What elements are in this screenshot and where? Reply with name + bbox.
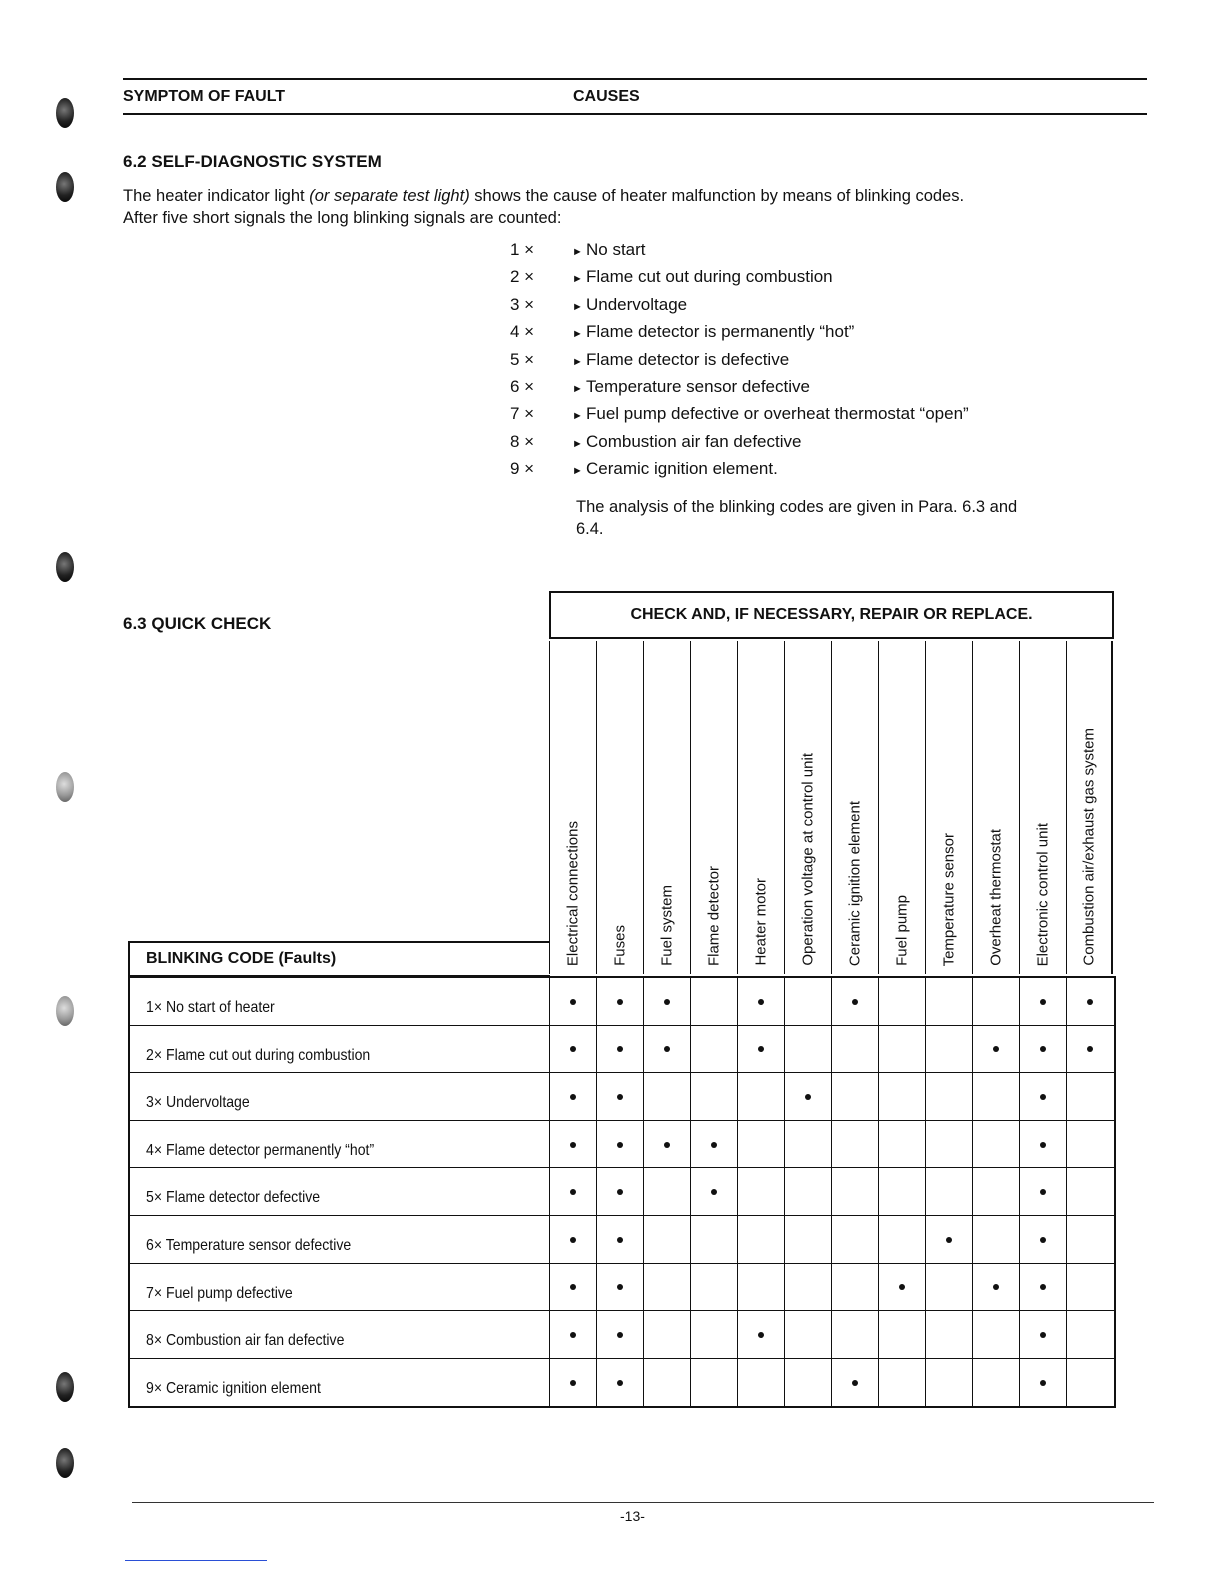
table-cell [690, 1073, 737, 1121]
table-row [130, 1264, 1114, 1312]
check-dot-icon [617, 1094, 623, 1100]
table-cell [972, 978, 1019, 1026]
quick-check-table [128, 976, 1116, 1408]
check-dot-icon [664, 1142, 670, 1148]
blink-code-count: 8 × [510, 431, 535, 451]
table-cell [643, 1359, 690, 1407]
column-header-label: Temperature sensor [940, 832, 958, 966]
table-cell [831, 1216, 878, 1264]
column-header [925, 641, 972, 974]
check-dot-icon [570, 1380, 576, 1386]
intro-text: shows the cause of heater malfunction by means of blinking codes. [469, 187, 965, 205]
table-cell [925, 1073, 972, 1121]
table-cell [831, 1264, 878, 1312]
section-title-self-diagnostic: 6.2 SELF-DIAGNOSTIC SYSTEM [123, 152, 382, 171]
binder-hole [56, 552, 74, 582]
binder-hole [56, 996, 74, 1026]
table-row [130, 1073, 1114, 1121]
table-cell [690, 1216, 737, 1264]
header-causes-label: CAUSES [573, 88, 640, 105]
arrow-right-icon: ► [572, 300, 583, 313]
blink-code-item [510, 236, 646, 263]
table-cell [1019, 1311, 1066, 1359]
check-dot-icon [852, 1380, 858, 1386]
column-header-label: Flame detector [705, 865, 723, 966]
table-cell [549, 1216, 596, 1264]
table-cell [596, 1216, 643, 1264]
table-row [130, 1121, 1114, 1169]
column-header [784, 641, 831, 974]
table-cell [831, 1121, 878, 1169]
binder-hole [56, 1448, 74, 1478]
table-cell [1019, 1216, 1066, 1264]
check-dot-icon [1040, 1046, 1046, 1052]
table-cell [690, 1311, 737, 1359]
check-dot-icon [570, 1046, 576, 1052]
column-header [878, 641, 925, 974]
table-cell [737, 1121, 784, 1169]
table-cell [925, 1216, 972, 1264]
check-dot-icon [570, 1094, 576, 1100]
table-cell [925, 1264, 972, 1312]
table-cell [831, 1359, 878, 1407]
column-header-label: Combustion air/exhaust gas system [1080, 728, 1098, 966]
table-cell [737, 978, 784, 1026]
check-dot-icon [1087, 999, 1093, 1005]
table-cell [1066, 1026, 1113, 1074]
table-cell [784, 1216, 831, 1264]
blink-code-text: Fuel pump defective or overheat thermostat “open” [586, 404, 969, 424]
check-dot-icon [617, 1380, 623, 1386]
table-cell [643, 1264, 690, 1312]
page-number: -13- [620, 1508, 645, 1524]
table-cell [1066, 978, 1113, 1026]
blink-code-text: Temperature sensor defective [586, 377, 810, 396]
table-cell [878, 1359, 925, 1407]
table-cell [925, 1121, 972, 1169]
header-symptom-label: SYMPTOM OF FAULT [123, 88, 286, 105]
check-dot-icon [617, 1284, 623, 1290]
table-cell [596, 1311, 643, 1359]
intro-paragraph [123, 185, 1083, 229]
blink-code-text: Flame cut out during combustion [586, 267, 833, 287]
table-cell [596, 1026, 643, 1074]
table-cell [1019, 1026, 1066, 1074]
table-cell [1066, 1359, 1113, 1407]
table-cell [831, 1311, 878, 1359]
table-cell [784, 1026, 831, 1074]
arrow-right-icon: ► [572, 383, 583, 395]
table-cell [972, 1216, 1019, 1264]
table-cell [737, 1311, 784, 1359]
table-cell [643, 978, 690, 1026]
table-cell [831, 978, 878, 1026]
table-cell [737, 1026, 784, 1074]
table-cell [878, 1073, 925, 1121]
arrow-right-icon: ► [572, 437, 583, 450]
table-cell [925, 1026, 972, 1074]
blinking-code-header: BLINKING CODE (Faults) [128, 941, 550, 977]
table-cell [643, 1168, 690, 1216]
blink-code-text: Flame detector is permanently “hot” [586, 322, 855, 342]
table-cell [1066, 1168, 1113, 1216]
arrow-right-icon: ► [572, 246, 583, 258]
table-cell [972, 1073, 1019, 1121]
fault-label: 6× Temperature sensor defective [146, 1237, 352, 1254]
check-dot-icon [570, 1237, 576, 1243]
table-cell [878, 1121, 925, 1169]
table-cell [878, 1264, 925, 1312]
blink-code-count: 4 × [510, 322, 535, 342]
table-cell [925, 978, 972, 1026]
table-cell [596, 1168, 643, 1216]
table-cell [690, 1026, 737, 1074]
intro-italic-text: (or separate test light) [309, 187, 470, 205]
column-header [596, 641, 643, 974]
fault-label: 8× Combustion air fan defective [146, 1332, 345, 1350]
fault-label: 3× Undervoltage [146, 1094, 250, 1112]
table-cell [643, 1216, 690, 1264]
column-header-label: Fuel pump [893, 895, 911, 966]
table-row [130, 1168, 1114, 1216]
table-row [130, 1026, 1114, 1074]
table-cell [784, 1359, 831, 1407]
check-dot-icon [664, 999, 670, 1005]
check-dot-icon [758, 1332, 764, 1338]
table-cell [1019, 1168, 1066, 1216]
table-cell [596, 1359, 643, 1407]
column-header-label: Fuses [611, 925, 629, 966]
column-header-label: Ceramic ignition element [846, 800, 864, 966]
column-header-label: Electronic control unit [1034, 822, 1052, 966]
intro-text-line2: After five short signals the long blinking signals are counted: [123, 209, 562, 227]
table-cell [596, 1073, 643, 1121]
table-row [130, 1216, 1114, 1264]
column-header [549, 641, 596, 974]
blink-code-count: 5 × [510, 349, 535, 369]
blink-code-count: 7 × [510, 404, 535, 424]
table-row [130, 1359, 1114, 1407]
binder-hole [56, 1372, 74, 1402]
blink-code-item [510, 428, 801, 455]
table-cell [596, 978, 643, 1026]
table-cell [831, 1168, 878, 1216]
check-dot-icon [993, 1284, 999, 1290]
table-cell [784, 1264, 831, 1312]
check-dot-icon [570, 1332, 576, 1338]
table-cell [549, 1026, 596, 1074]
table-cell [878, 1168, 925, 1216]
table-cell [1066, 1264, 1113, 1312]
check-dot-icon [617, 1189, 623, 1195]
table-cell [549, 1359, 596, 1407]
check-dot-icon [1040, 999, 1046, 1005]
table-cell [878, 1311, 925, 1359]
check-dot-icon [946, 1237, 952, 1243]
check-dot-icon [852, 999, 858, 1005]
check-dot-icon [1040, 1189, 1046, 1195]
binder-hole [56, 98, 74, 128]
table-cell [643, 1311, 690, 1359]
binder-hole [56, 172, 74, 202]
table-cell [972, 1359, 1019, 1407]
check-dot-icon [570, 999, 576, 1005]
table-cell [596, 1264, 643, 1312]
table-cell [643, 1026, 690, 1074]
table-cell [549, 1264, 596, 1312]
table-cell [1019, 978, 1066, 1026]
section-title-quick-check: 6.3 QUICK CHECK [123, 614, 272, 633]
check-dot-icon [1040, 1380, 1046, 1386]
table-cell [972, 1121, 1019, 1169]
check-dot-icon [570, 1189, 576, 1195]
check-dot-icon [617, 1046, 623, 1052]
fault-label: 9× Ceramic ignition element [146, 1379, 321, 1397]
blink-code-item [510, 373, 810, 400]
arrow-right-icon: ► [572, 328, 583, 341]
table-cell [831, 1073, 878, 1121]
table-cell [737, 1073, 784, 1121]
footer-rule [132, 1502, 1154, 1503]
fault-label: 4× Flame detector permanently “hot” [146, 1141, 375, 1159]
table-cell [972, 1168, 1019, 1216]
table-cell [925, 1311, 972, 1359]
table-cell [549, 1168, 596, 1216]
check-dot-icon [711, 1189, 717, 1195]
check-dot-icon [664, 1046, 670, 1052]
column-header [1066, 641, 1113, 974]
table-cell [737, 1264, 784, 1312]
check-dot-icon [711, 1142, 717, 1148]
table-cell [925, 1359, 972, 1407]
blink-code-count: 2 × [510, 267, 535, 287]
table-cell [737, 1359, 784, 1407]
column-header-label: Operation voltage at control unit [799, 753, 817, 966]
check-dot-icon [617, 999, 623, 1005]
column-header [972, 641, 1019, 974]
blink-code-item [510, 263, 833, 290]
analysis-note: The analysis of the blinking codes are given in Para. 6.3 and 6.4. [576, 498, 1018, 538]
table-cell [690, 978, 737, 1026]
table-cell [784, 1168, 831, 1216]
table-cell [784, 978, 831, 1026]
table-cell [925, 1168, 972, 1216]
table-cell [549, 1121, 596, 1169]
table-cell [690, 1121, 737, 1169]
check-dot-icon [570, 1142, 576, 1148]
table-cell [737, 1168, 784, 1216]
table-cell [784, 1311, 831, 1359]
table-cell [1066, 1073, 1113, 1121]
arrow-right-icon: ► [572, 465, 583, 478]
blink-code-item [510, 318, 854, 345]
check-dot-icon [617, 1237, 623, 1243]
check-dot-icon [758, 1046, 764, 1052]
blink-code-count: 1 × [510, 240, 535, 259]
blink-code-text: Ceramic ignition element. [586, 459, 778, 479]
arrow-right-icon: ► [572, 273, 583, 286]
blink-code-item [510, 455, 778, 482]
check-dot-icon [1040, 1142, 1046, 1148]
blink-code-text: Flame detector is defective [586, 349, 790, 369]
column-header-label: Heater motor [752, 878, 770, 966]
table-cell [878, 1026, 925, 1074]
table-cell [878, 1216, 925, 1264]
column-header [690, 641, 737, 974]
check-dot-icon [758, 999, 764, 1005]
table-cell [1019, 1073, 1066, 1121]
check-dot-icon [1040, 1332, 1046, 1338]
table-cell [1066, 1311, 1113, 1359]
table-cell [831, 1026, 878, 1074]
table-cell [1019, 1121, 1066, 1169]
table-cell [784, 1073, 831, 1121]
header-top-rule [123, 78, 1147, 80]
table-cell [690, 1359, 737, 1407]
blink-code-text: No start [586, 240, 646, 259]
check-dot-icon [993, 1046, 999, 1052]
table-cell [690, 1264, 737, 1312]
blink-code-count: 9 × [510, 459, 535, 479]
table-cell [1066, 1216, 1113, 1264]
column-header-label: Electrical connections [564, 820, 582, 966]
check-dot-icon [617, 1332, 623, 1338]
blink-code-count: 3 × [510, 294, 535, 314]
table-cell [549, 1311, 596, 1359]
column-header-label: Fuel system [658, 885, 676, 966]
intro-text: The heater indicator light [123, 187, 310, 205]
header-bottom-rule [123, 113, 1147, 115]
table-row [130, 1311, 1114, 1359]
column-header [831, 641, 878, 974]
table-cell [690, 1168, 737, 1216]
arrow-right-icon: ► [572, 355, 583, 368]
blink-code-item [510, 346, 789, 373]
check-dot-icon [570, 1284, 576, 1290]
check-dot-icon [1040, 1094, 1046, 1100]
blink-code-item [510, 400, 969, 427]
table-cell [643, 1073, 690, 1121]
table-cell [972, 1026, 1019, 1074]
blink-code-text: Combustion air fan defective [586, 431, 802, 451]
table-cell [972, 1264, 1019, 1312]
table-cell [878, 978, 925, 1026]
bottom-link-rule [125, 1560, 267, 1561]
table-cell [737, 1216, 784, 1264]
column-header [643, 641, 690, 974]
column-header [1019, 641, 1066, 974]
check-dot-icon [899, 1284, 905, 1290]
fault-label: 7× Fuel pump defective [146, 1284, 293, 1302]
check-dot-icon [1040, 1237, 1046, 1243]
fault-label: 5× Flame detector defective [146, 1189, 321, 1207]
fault-label: 2× Flame cut out during combustion [146, 1046, 371, 1064]
blink-code-text: Undervoltage [586, 294, 688, 314]
binder-hole [56, 772, 74, 802]
table-row [130, 978, 1114, 1026]
column-header-label: Overheat thermostat [987, 829, 1005, 966]
table-cell [972, 1311, 1019, 1359]
fault-label: 1× No start of heater [146, 999, 275, 1016]
table-cell [549, 978, 596, 1026]
check-dot-icon [1087, 1046, 1093, 1052]
table-cell [1066, 1121, 1113, 1169]
blink-code-item [510, 291, 687, 318]
table-cell [643, 1121, 690, 1169]
check-dot-icon [805, 1094, 811, 1100]
table-cell [549, 1073, 596, 1121]
column-header [737, 641, 784, 974]
table-cell [784, 1121, 831, 1169]
table-cell [596, 1121, 643, 1169]
table-cell [1019, 1359, 1066, 1407]
table-cell [1019, 1264, 1066, 1312]
check-repair-header: CHECK AND, IF NECESSARY, REPAIR OR REPLACE. [549, 591, 1114, 639]
check-dot-icon [1040, 1284, 1046, 1290]
arrow-right-icon: ► [572, 410, 583, 423]
blink-code-count: 6 × [510, 377, 535, 396]
check-dot-icon [617, 1142, 623, 1148]
